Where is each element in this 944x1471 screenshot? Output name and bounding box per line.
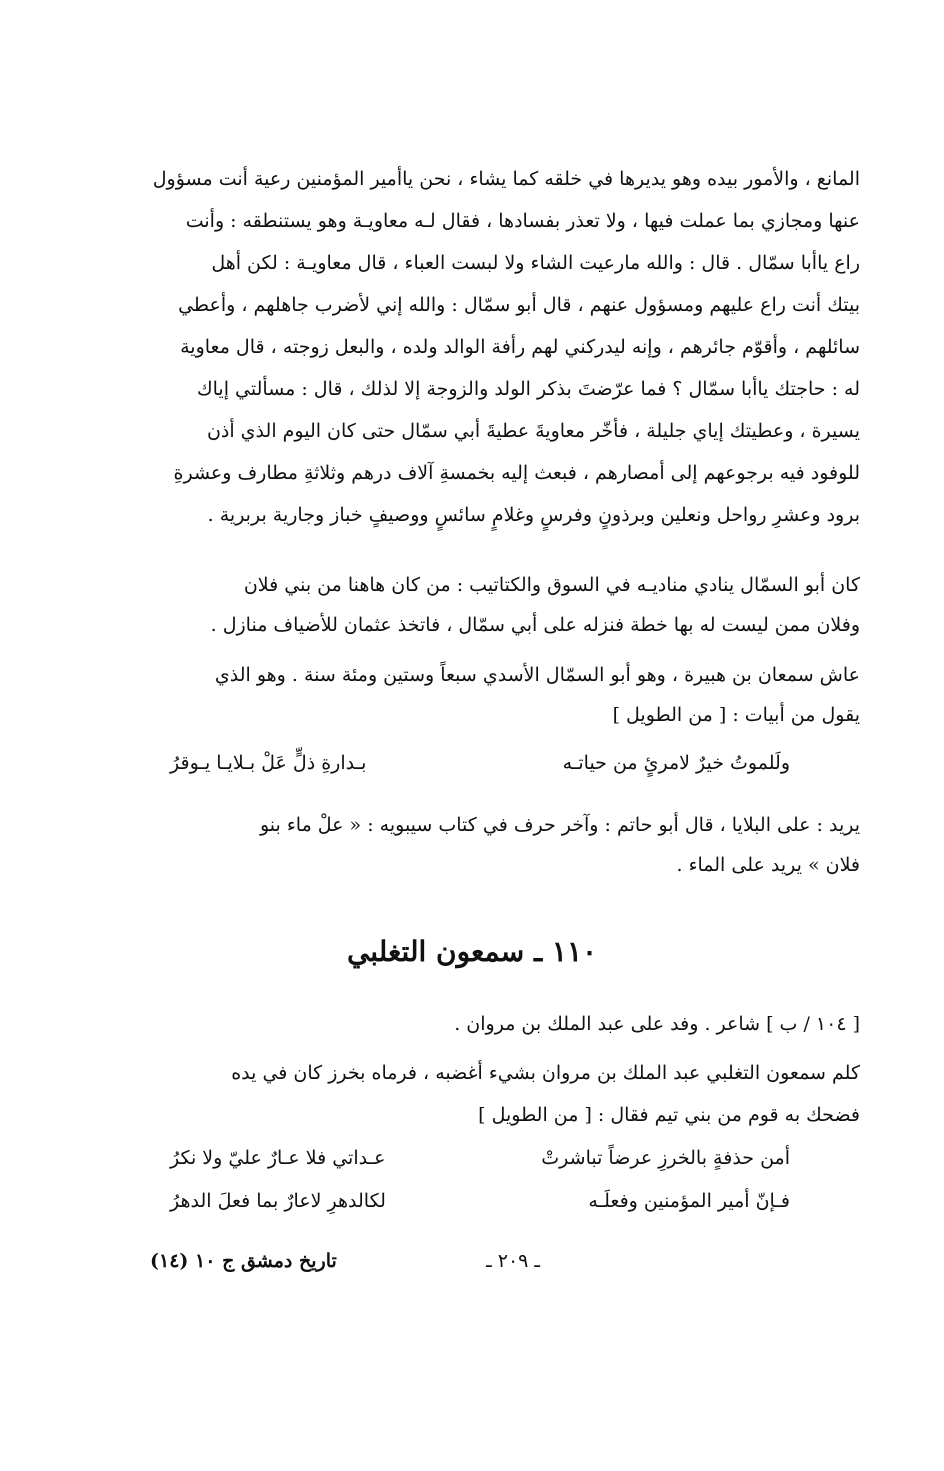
source-reference: تاريخ دمشق ج ١٠ (١٤) [150, 1250, 337, 1272]
verse-second-hemistich: لكالدهرِ لاعارٌ بما فعلَ الدهرُ [170, 1190, 386, 1212]
text-line: المانع ، والأمور بيده وهو يديرها في خلقه كما يشاء ، نحن ياأمير المؤمنين رعية أنت مسؤول [152, 168, 860, 190]
text-line: برود وعشرِ رواحل ونعلين وبرذونٍ وفرسٍ وغلامٍ سائسٍ ووصيفٍ خباز وجارية بربرية . [207, 504, 860, 526]
verse-first-hemistich: فـإنّ أمير المؤمنين وفعلَـه [588, 1190, 790, 1212]
paragraph-lifespan [130, 655, 860, 735]
verse-second-hemistich: بـدارةِ ذلٍّ عَلْ بـلايـا يـوقرُ [170, 752, 367, 774]
poem-verse [170, 1147, 790, 1169]
verse-first-hemistich: أمن حذفةٍ بالخرزِ عرضاً تباشرتْ [541, 1147, 790, 1169]
text-line: عاش سمعان بن هبيرة ، وهو أبو السمّال الأسدي سبعاً وستين ومئة سنة . وهو الذي [214, 664, 860, 686]
text-line: فلان » يريد على الماء . [676, 854, 860, 876]
paragraph-story [130, 1052, 860, 1136]
paragraph-intro [130, 1004, 860, 1044]
text-line: عنها ومجازي بما عملت فيها ، ولا تعذر بفسادها ، فقال لـه معاويـة وهو يستنطقه : وأنت [185, 210, 860, 232]
text-line: كلم سمعون التغلبي عبد الملك بن مروان بشيء أغضبه ، فرماه بخرز كان في يده [231, 1062, 860, 1084]
verse-second-hemistich: عـداتي فلا عـارٌ عليّ ولا نكرُ [170, 1147, 386, 1169]
text-line: يريد : على البلايا ، قال أبو حاتم : وآخر حرف في كتاب سيبويه : « علْ ماء بنو [259, 814, 860, 836]
verse-first-hemistich: ولَلموتُ خيرٌ لامرئٍ من حياتـه [562, 752, 790, 774]
text-line: سائلهم ، وأقوّم جائرهم ، وإنه ليدركني لهم رأفة الوالد ولده ، والبعل زوجته ، قال معاوية [180, 336, 860, 358]
text-line: للوفود فيه برجوعهم إلى أمصارهم ، فبعث إليه بخمسةِ آلاف درهم وثلاثةِ مطارف وعشرةِ [173, 462, 860, 484]
text-line: كان أبو السمّال ينادي مناديـه في السوق والكتاتيب : من كان هاهنا من بني فلان [243, 574, 860, 596]
text-line: فضحك به قوم من بني تيم فقال : [ من الطويل ] [478, 1104, 860, 1126]
text-line: وفلان ممن ليست له بها خطة فنزله على أبي سمّال ، فاتخذ عثمان للأضياف منازل . [210, 614, 860, 636]
paragraph-explanation [130, 805, 860, 885]
text-line: له : حاجتك ياأبا سمّال ؟ فما عرّضتَ بذكر الولد والزوجة إلا لذلك ، قال : مسألتي إياك [196, 378, 860, 400]
paragraph-abu-sammal-dialogue [130, 158, 860, 536]
text-line: [ ١٠٤ / ب ] شاعر . وفد على عبد الملك بن مروان . [454, 1013, 860, 1035]
text-line: بيتك أنت راع عليهم ومسؤول عنهم ، قال أبو سمّال : والله إني لأضرب جاهلهم ، وأعطي [178, 294, 860, 316]
poem-verse [170, 1190, 790, 1212]
poem-verse [170, 752, 790, 774]
text-line: راع ياأبا سمّال . قال : والله مارعيت الشاء ولا لبست العباء ، قال معاويـة : لكن أهل [211, 252, 860, 274]
page-number: ـ ٢٠٩ ـ [486, 1250, 540, 1272]
text-line: يقول من أبيات : [ من الطويل ] [612, 704, 860, 726]
text-line: يسيرة ، وعطيتك إياي جليلة ، فأخّر معاويةَ عطيةَ أبي سمّال حتى كان اليوم الذي أذن [206, 420, 860, 442]
paragraph-caller [130, 565, 860, 645]
section-heading: ١١٠ ـ سمعون التغلبي [346, 935, 598, 968]
